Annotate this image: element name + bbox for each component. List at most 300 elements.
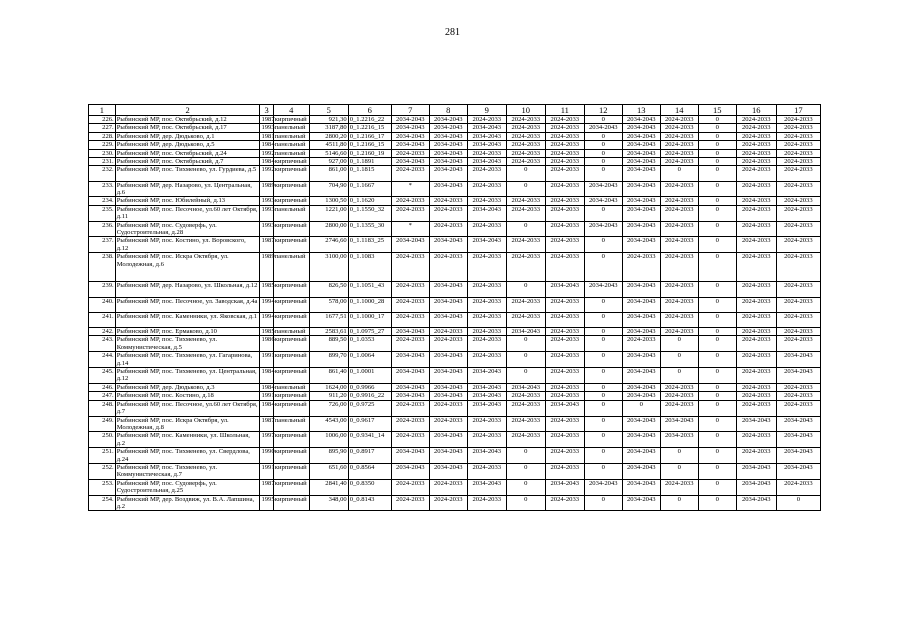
period-cell: 2024-2033 xyxy=(506,312,545,327)
period-cell: 2024-2033 xyxy=(467,166,506,181)
column-header: 7 xyxy=(391,105,429,116)
period-cell: 2034-2043 xyxy=(622,463,660,479)
period-cell: 2024-2033 xyxy=(467,312,506,327)
address-cell: Рыбинский МР, пос. Юбилейный, д.13 xyxy=(115,197,260,205)
area-cell: 4543,00 xyxy=(309,416,348,432)
period-cell: 2024-2033 xyxy=(776,328,820,336)
period-cell: 2034-2043 xyxy=(545,282,584,297)
area-cell: 726,00 xyxy=(309,400,348,416)
period-cell: 2034-2043 xyxy=(429,149,467,157)
year-cell: 1989 xyxy=(260,253,273,282)
material-cell: кирпичный xyxy=(273,116,309,124)
year-cell: 1985 xyxy=(261,328,275,336)
page-number: 281 xyxy=(445,27,460,38)
area-cell: 1300,50 xyxy=(309,197,348,205)
period-cell: 0 xyxy=(698,432,736,448)
period-cell: 2024-2033 xyxy=(776,383,820,391)
period-cell: 2034-2043 xyxy=(584,221,622,237)
period-cell: 2034-2043 xyxy=(391,116,429,124)
period-cell: 0 xyxy=(584,416,622,432)
year-cell: 1987 xyxy=(261,116,275,123)
period-cell: 0 xyxy=(698,141,736,149)
period-cell: 0 xyxy=(584,116,622,124)
period-cell: 0 xyxy=(506,336,545,352)
period-cell: 2024-2033 xyxy=(467,495,506,511)
column-header: 4 xyxy=(273,105,309,116)
period-cell: 0 xyxy=(698,124,736,132)
period-cell: 0 xyxy=(660,352,698,368)
period-cell: 0 xyxy=(584,149,622,157)
period-cell: 2034-2043 xyxy=(736,463,776,479)
year-cell: 1994 xyxy=(260,297,273,312)
column-header: 17 xyxy=(776,105,820,116)
period-cell: 2024-2033 xyxy=(660,479,698,495)
period-cell: 0 xyxy=(698,368,736,384)
code-cell: 0_1.2216_22 xyxy=(348,116,391,124)
period-cell: * xyxy=(391,221,429,237)
code-cell: 0_1.0975_27 xyxy=(348,328,391,336)
period-cell: 2024-2033 xyxy=(391,312,429,327)
period-cell: 2034-2043 xyxy=(391,124,429,132)
area-cell: 2746,60 xyxy=(309,237,348,253)
row-number-cell: 226. xyxy=(89,116,116,124)
period-cell: 2034-2043 xyxy=(429,392,467,400)
period-cell: 2024-2033 xyxy=(506,297,545,312)
period-cell: 2024-2033 xyxy=(660,237,698,253)
period-cell: 2034-2043 xyxy=(776,432,820,448)
period-cell: 2024-2033 xyxy=(391,400,429,416)
code-cell: 0_0.8917 xyxy=(348,448,391,464)
period-cell: 2024-2033 xyxy=(545,141,584,149)
period-cell: 2024-2033 xyxy=(506,124,545,132)
period-cell: 2034-2043 xyxy=(429,463,467,479)
column-header: 15 xyxy=(698,105,736,116)
period-cell: 0 xyxy=(698,328,736,336)
row-number-cell: 242. xyxy=(89,328,116,336)
year-cell: 1993 xyxy=(260,205,273,221)
document-sheet xyxy=(88,104,821,511)
material-cell: кирпичный xyxy=(273,352,309,368)
period-cell: 0 xyxy=(698,158,736,166)
column-header: 8 xyxy=(429,105,467,116)
period-cell: 2034-2043 xyxy=(429,352,467,368)
period-cell: 2024-2033 xyxy=(660,124,698,132)
address-cell: Рыбинский МР, пос. Искра Октября, ул. Молодежная, д.6 xyxy=(115,253,260,282)
period-cell: 2024-2033 xyxy=(506,158,545,166)
period-cell: 2034-2043 xyxy=(429,132,467,140)
address-cell: Рыбинский МР, пос. Судоверфь, ул. Судостроительная, д.25 xyxy=(115,479,260,495)
code-cell: 0_1.2166_15 xyxy=(348,141,391,149)
period-cell: 2034-2043 xyxy=(391,392,429,400)
year-cell: 1985 xyxy=(260,282,273,297)
area-cell: 911,20 xyxy=(309,392,348,400)
period-cell: 2024-2033 xyxy=(736,116,776,124)
row-number-cell: 227. xyxy=(89,124,116,132)
period-cell: 2024-2033 xyxy=(736,368,776,384)
address-cell: Рыбинский МР, пос. Тихменево, ул. Гагаринова, д.14 xyxy=(115,352,260,368)
period-cell: 2034-2043 xyxy=(584,282,622,297)
period-cell: 2024-2033 xyxy=(506,432,545,448)
period-cell: 0 xyxy=(698,448,736,464)
material-cell: панельный xyxy=(273,416,309,432)
period-cell: 2034-2043 xyxy=(429,297,467,312)
period-cell: 2024-2033 xyxy=(545,132,584,140)
period-cell: 2024-2033 xyxy=(736,297,776,312)
period-cell: 0 xyxy=(584,392,622,400)
year-cell: 1993 xyxy=(261,197,275,205)
material-cell: кирпичный xyxy=(273,282,309,297)
period-cell: 0 xyxy=(506,166,545,181)
code-cell: 0_1.1891 xyxy=(348,158,391,166)
period-cell: 2024-2033 xyxy=(467,336,506,352)
period-cell: 2024-2033 xyxy=(391,166,429,181)
period-cell: 2024-2033 xyxy=(391,495,429,511)
period-cell: 2034-2043 xyxy=(429,312,467,327)
period-cell: 0 xyxy=(506,221,545,237)
period-cell: 2034-2043 xyxy=(622,392,660,400)
area-cell: 651,60 xyxy=(309,463,348,479)
material-cell: кирпичный xyxy=(273,463,309,479)
year-cell: 1997 xyxy=(260,432,273,448)
year-cell: 1986 xyxy=(260,336,273,352)
table-body xyxy=(89,116,821,511)
period-cell: 0 xyxy=(584,297,622,312)
period-cell: 2034-2043 xyxy=(622,432,660,448)
period-cell: 2024-2033 xyxy=(467,197,506,205)
period-cell: 0 xyxy=(698,221,736,237)
period-cell: 2024-2033 xyxy=(776,400,820,416)
material-cell: панельный xyxy=(273,328,309,336)
year-cell: 1984 xyxy=(261,141,275,149)
period-cell: 2024-2033 xyxy=(467,149,506,157)
row-number-cell: 254. xyxy=(89,495,116,511)
period-cell: 2024-2033 xyxy=(545,221,584,237)
period-cell: 2024-2033 xyxy=(660,141,698,149)
period-cell: 2024-2033 xyxy=(736,432,776,448)
code-cell: 0_1.1355_30 xyxy=(348,221,391,237)
period-cell: 2024-2033 xyxy=(736,448,776,464)
period-cell: 0 xyxy=(698,495,736,511)
area-cell: 3100,00 xyxy=(309,253,348,282)
period-cell: 0 xyxy=(584,205,622,221)
period-cell: 0 xyxy=(506,352,545,368)
period-cell: 0 xyxy=(698,253,736,282)
column-header: 16 xyxy=(736,105,776,116)
period-cell: 2034-2043 xyxy=(622,312,660,327)
period-cell: 2034-2043 xyxy=(584,181,622,197)
period-cell: 2024-2033 xyxy=(660,383,698,391)
period-cell: 0 xyxy=(698,197,736,205)
period-cell: 0 xyxy=(698,282,736,297)
period-cell: 2034-2043 xyxy=(467,448,506,464)
period-cell: 2024-2033 xyxy=(776,149,820,157)
address-cell: Рыбинский МР, дер. Дюдьково, д.5 xyxy=(115,141,260,149)
period-cell: 2024-2033 xyxy=(776,116,820,124)
period-cell: 0 xyxy=(584,253,622,282)
period-cell: 2034-2043 xyxy=(622,124,660,132)
material-cell: панельный xyxy=(273,124,309,132)
period-cell: 2034-2043 xyxy=(622,368,660,384)
period-cell: 2024-2033 xyxy=(776,392,820,400)
period-cell: 2024-2033 xyxy=(736,237,776,253)
material-cell: кирпичный xyxy=(273,392,309,400)
address-cell: Рыбинский МР, дер. Дюдьково, д.3 xyxy=(115,383,260,391)
year-cell: 1991 xyxy=(260,352,273,368)
period-cell: 2034-2043 xyxy=(391,463,429,479)
area-cell: 4511,80 xyxy=(309,141,348,149)
period-cell: 2034-2043 xyxy=(660,416,698,432)
period-cell: 2024-2033 xyxy=(467,352,506,368)
period-cell: 2024-2033 xyxy=(506,141,545,149)
area-cell: 921,30 xyxy=(309,116,348,124)
period-cell: 2024-2033 xyxy=(660,181,698,197)
period-cell: 2024-2033 xyxy=(776,124,820,132)
period-cell: 0 xyxy=(584,352,622,368)
period-cell: 2024-2033 xyxy=(467,463,506,479)
period-cell: 2034-2043 xyxy=(776,368,820,384)
column-header: 2 xyxy=(115,105,260,116)
code-cell: 0_0.9916_22 xyxy=(348,392,391,400)
year-cell: 1987 xyxy=(260,416,273,432)
period-cell: 2024-2033 xyxy=(545,237,584,253)
period-cell: 0 xyxy=(698,205,736,221)
period-cell: 2034-2043 xyxy=(622,132,660,140)
period-cell: 2024-2033 xyxy=(545,328,584,336)
material-cell: кирпичный xyxy=(273,448,309,464)
period-cell: 2024-2033 xyxy=(776,181,820,197)
period-cell: 2024-2033 xyxy=(429,416,467,432)
period-cell: 2024-2033 xyxy=(391,253,429,282)
period-cell: 2024-2033 xyxy=(467,297,506,312)
material-cell: кирпичный xyxy=(273,166,309,181)
period-cell: 2024-2033 xyxy=(776,282,820,297)
period-cell: 0 xyxy=(698,336,736,352)
period-cell: 2034-2043 xyxy=(622,149,660,157)
period-cell: 2034-2043 xyxy=(429,181,467,197)
year-cell: 1984 xyxy=(260,400,273,416)
row-number-cell: 248. xyxy=(89,400,116,416)
period-cell: 2034-2043 xyxy=(545,400,584,416)
table-row xyxy=(89,132,821,140)
row-number-cell: 249. xyxy=(89,416,116,432)
period-cell: 2024-2033 xyxy=(545,124,584,132)
period-cell: 2024-2033 xyxy=(660,282,698,297)
period-cell: 2024-2033 xyxy=(776,297,820,312)
period-cell: 2034-2043 xyxy=(622,328,660,336)
period-cell: 2024-2033 xyxy=(660,253,698,282)
period-cell: 2034-2043 xyxy=(391,141,429,149)
period-cell: 0 xyxy=(584,432,622,448)
code-cell: 0_0.9617 xyxy=(348,416,391,432)
material-cell: кирпичный xyxy=(273,197,309,205)
period-cell: 2034-2043 xyxy=(429,116,467,124)
period-cell: 2024-2033 xyxy=(736,124,776,132)
area-cell: 861,40 xyxy=(309,368,348,384)
row-number-cell: 228. xyxy=(89,132,116,140)
period-cell: 2024-2033 xyxy=(545,352,584,368)
table-row xyxy=(89,328,821,336)
period-cell: 2034-2043 xyxy=(622,479,660,495)
code-cell: 0_1.1083 xyxy=(348,253,391,282)
period-cell: 0 xyxy=(584,132,622,140)
period-cell: 2024-2033 xyxy=(545,166,584,181)
period-cell: 2034-2043 xyxy=(622,197,660,205)
period-cell: 0 xyxy=(584,141,622,149)
material-cell: панельный xyxy=(273,205,309,221)
address-cell: Рыбинский МР, пос. Песочное, ул. Заводская, д.4а xyxy=(115,297,260,312)
row-number-cell: 234. xyxy=(89,197,116,205)
period-cell: 2034-2043 xyxy=(391,368,429,384)
material-cell: кирпичный xyxy=(273,400,309,416)
period-cell: 2034-2043 xyxy=(429,141,467,149)
period-cell: 2024-2033 xyxy=(660,328,698,336)
period-cell: 0 xyxy=(584,336,622,352)
row-number-cell: 253. xyxy=(89,479,116,495)
period-cell: 2034-2043 xyxy=(776,352,820,368)
period-cell: 2024-2033 xyxy=(391,297,429,312)
period-cell: 2034-2043 xyxy=(467,158,506,166)
period-cell: 2024-2033 xyxy=(736,253,776,282)
period-cell: 0 xyxy=(506,282,545,297)
year-cell: 1991 xyxy=(260,463,273,479)
address-cell: Рыбинский МР, пос. Судоверфь, ул. Судостроительная, д.28 xyxy=(115,221,260,237)
period-cell: 0 xyxy=(660,166,698,181)
period-cell: 2034-2043 xyxy=(391,383,429,391)
row-number-cell: 240. xyxy=(89,297,116,312)
table-row xyxy=(89,166,821,181)
period-cell: 2024-2033 xyxy=(736,328,776,336)
area-cell: 5146,60 xyxy=(309,149,348,157)
period-cell: 2034-2043 xyxy=(622,181,660,197)
period-cell: 2024-2033 xyxy=(545,336,584,352)
period-cell: 2034-2043 xyxy=(467,205,506,221)
area-cell: 2800,20 xyxy=(309,132,348,140)
period-cell: 2024-2033 xyxy=(545,158,584,166)
code-cell: 0_0.9966 xyxy=(348,383,391,391)
period-cell: 2024-2033 xyxy=(545,197,584,205)
period-cell: 2024-2033 xyxy=(736,158,776,166)
column-header: 6 xyxy=(348,105,391,116)
period-cell: 2034-2043 xyxy=(622,116,660,124)
table-row xyxy=(89,352,821,368)
code-cell: 0_0.8564 xyxy=(348,463,391,479)
period-cell: 2024-2033 xyxy=(736,221,776,237)
material-cell: кирпичный xyxy=(273,312,309,327)
period-cell: 0 xyxy=(584,328,622,336)
period-cell: 2024-2033 xyxy=(736,392,776,400)
address-cell: Рыбинский МР, пос. Костино, д.18 xyxy=(115,392,260,400)
address-cell: Рыбинский МР, пос. Каменники, ул. Школьная, д.2 xyxy=(115,432,260,448)
period-cell: 0 xyxy=(506,181,545,197)
code-cell: 0_1.1000_28 xyxy=(348,297,391,312)
material-cell: кирпичный xyxy=(273,237,309,253)
period-cell: 0 xyxy=(660,463,698,479)
period-cell: 2024-2033 xyxy=(545,416,584,432)
table-row xyxy=(89,282,821,297)
area-cell: 861,00 xyxy=(309,166,348,181)
material-cell: панельный xyxy=(273,383,309,391)
period-cell: 2024-2033 xyxy=(776,205,820,221)
period-cell: 2024-2033 xyxy=(776,312,820,327)
period-cell: 2024-2033 xyxy=(736,141,776,149)
material-cell: панельный xyxy=(273,141,309,149)
period-cell: 2034-2043 xyxy=(391,158,429,166)
year-cell: 1994 xyxy=(260,312,273,327)
table-row xyxy=(89,221,821,237)
period-cell: 2034-2043 xyxy=(545,479,584,495)
address-cell: Рыбинский МР, пос. Тихменево, ул. Центральная, д.12 xyxy=(115,368,260,384)
period-cell: 2034-2043 xyxy=(622,166,660,181)
address-cell: Рыбинский МР, дер. Дюдьково, д.1 xyxy=(115,132,260,140)
period-cell: 2034-2043 xyxy=(467,368,506,384)
period-cell: 2024-2033 xyxy=(545,312,584,327)
table-row xyxy=(89,495,821,511)
table-row xyxy=(89,312,821,327)
table-row xyxy=(89,237,821,253)
period-cell: 0 xyxy=(698,181,736,197)
period-cell: 2034-2043 xyxy=(467,383,506,391)
table-row xyxy=(89,181,821,197)
column-header: 1 xyxy=(89,105,116,116)
period-cell: 2024-2033 xyxy=(545,448,584,464)
period-cell: 2024-2033 xyxy=(506,205,545,221)
period-cell: 2024-2033 xyxy=(736,149,776,157)
year-cell: 1992 xyxy=(261,149,275,157)
period-cell: 2024-2033 xyxy=(660,312,698,327)
table-row xyxy=(89,336,821,352)
period-cell: 2034-2043 xyxy=(467,237,506,253)
material-cell: панельный xyxy=(273,132,309,140)
material-cell: панельный xyxy=(273,253,309,282)
period-cell: 2024-2033 xyxy=(429,197,467,205)
area-cell: 348,00 xyxy=(309,495,348,511)
year-cell: 1989 xyxy=(260,181,273,197)
period-cell: 2024-2033 xyxy=(660,149,698,157)
address-cell: Рыбинский МР, пос. Каменники, ул. Яковская, д.1 xyxy=(115,312,260,327)
row-number-cell: 231. xyxy=(89,158,116,166)
period-cell: 2024-2033 xyxy=(545,383,584,391)
period-cell: 2024-2033 xyxy=(467,181,506,197)
period-cell: 2034-2043 xyxy=(622,158,660,166)
period-cell: 2024-2033 xyxy=(776,166,820,181)
period-cell: 2024-2033 xyxy=(736,282,776,297)
code-cell: 0_1.0064 xyxy=(348,352,391,368)
period-cell: 0 xyxy=(698,149,736,157)
period-cell: 2024-2033 xyxy=(391,149,429,157)
period-cell: 2034-2043 xyxy=(584,479,622,495)
period-cell: 2034-2043 xyxy=(429,448,467,464)
table-row xyxy=(89,416,821,432)
column-header: 5 xyxy=(309,105,348,116)
period-cell: 2024-2033 xyxy=(660,297,698,312)
row-number-cell: 251. xyxy=(89,448,116,464)
period-cell: 2024-2033 xyxy=(391,282,429,297)
code-cell: 0_0.9341_14 xyxy=(348,432,391,448)
period-cell: 0 xyxy=(698,383,736,391)
year-cell: 1984 xyxy=(261,383,275,391)
period-cell: 2024-2033 xyxy=(467,253,506,282)
period-cell: 2024-2033 xyxy=(736,336,776,352)
period-cell: 0 xyxy=(698,116,736,124)
period-cell: * xyxy=(391,181,429,197)
period-cell: 0 xyxy=(506,479,545,495)
period-cell: 2034-2043 xyxy=(622,448,660,464)
table-row xyxy=(89,197,821,205)
period-cell: 2034-2043 xyxy=(622,495,660,511)
period-cell: 2034-2043 xyxy=(776,416,820,432)
period-cell: 0 xyxy=(698,463,736,479)
code-cell: 0_1.0353 xyxy=(348,336,391,352)
